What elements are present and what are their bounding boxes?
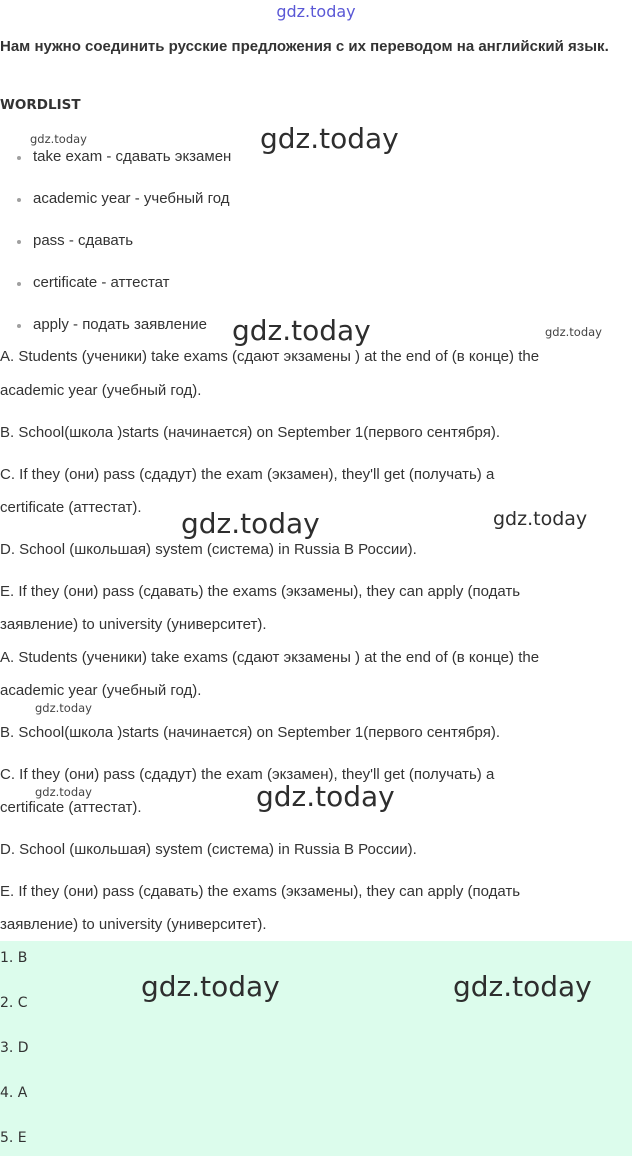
sentence-line: B. School(школа )starts (начинается) on September 1(первого сентября). [0, 424, 501, 441]
answer-item: 3. D [0, 1040, 29, 1056]
list-item: apply - подать заявление [33, 316, 208, 333]
answer-item: 2. C [0, 995, 28, 1011]
answer-item: 4. A [0, 1085, 28, 1101]
watermark: gdz.today [256, 780, 395, 813]
sentence-line: E. If they (они) pass (сдавать) the exams (экзамены), they can apply (подать [0, 883, 521, 900]
watermark: gdz.today [545, 325, 602, 339]
bullet-icon [17, 240, 21, 244]
list-item: academic year - учебный год [33, 190, 230, 207]
sentence-line: C. If they (они) pass (сдадут) the exam (экзамен), they'll get (получать) a [0, 466, 495, 483]
list-item: certificate - аттестат [33, 274, 170, 291]
watermark: gdz.today [181, 507, 320, 540]
sentence-line: D. School (школьшая) system (система) in Russia В России). [0, 841, 417, 858]
sentence-line: A. Students (ученики) take exams (сдают экзамены ) at the end of (в конце) the [0, 348, 540, 365]
sentence-line: B. School(школа )starts (начинается) on September 1(первого сентября). [0, 724, 501, 741]
watermark: gdz.today [35, 785, 92, 799]
watermark: gdz.today [35, 701, 92, 715]
sentence-line: certificate (аттестат). [0, 799, 142, 816]
task-instruction: Нам нужно соединить русские предложения с их переводом на английский язык. [0, 38, 609, 55]
watermark: gdz.today [30, 132, 87, 146]
answer-item: 1. B [0, 950, 28, 966]
sentence-line: academic year (учебный год). [0, 382, 202, 399]
sentence-line: D. School (школьшая) system (система) in Russia В России). [0, 541, 417, 558]
list-item: take exam - сдавать экзамен [33, 148, 232, 165]
wordlist-heading: WORDLIST [0, 97, 81, 113]
sentence-line: E. If they (они) pass (сдавать) the exams (экзамены), they can apply (подать [0, 583, 521, 600]
watermark: gdz.today [232, 314, 371, 347]
sentence-line: A. Students (ученики) take exams (сдают экзамены ) at the end of (в конце) the [0, 649, 540, 666]
sentence-line: certificate (аттестат). [0, 499, 142, 516]
site-brand[interactable]: gdz.today [276, 2, 356, 21]
sentence-line: academic year (учебный год). [0, 682, 202, 699]
watermark: gdz.today [453, 970, 592, 1003]
watermark: gdz.today [493, 508, 588, 530]
watermark: gdz.today [260, 122, 399, 155]
bullet-icon [17, 156, 21, 160]
sentence-line: заявление) to university (университет). [0, 916, 267, 933]
sentence-line: заявление) to university (университет). [0, 616, 267, 633]
sentence-line: C. If they (они) pass (сдадут) the exam (экзамен), they'll get (получать) a [0, 766, 495, 783]
list-item: pass - сдавать [33, 232, 134, 249]
answer-item: 5. E [0, 1130, 27, 1146]
bullet-icon [17, 324, 21, 328]
watermark: gdz.today [141, 970, 280, 1003]
bullet-icon [17, 198, 21, 202]
bullet-icon [17, 282, 21, 286]
